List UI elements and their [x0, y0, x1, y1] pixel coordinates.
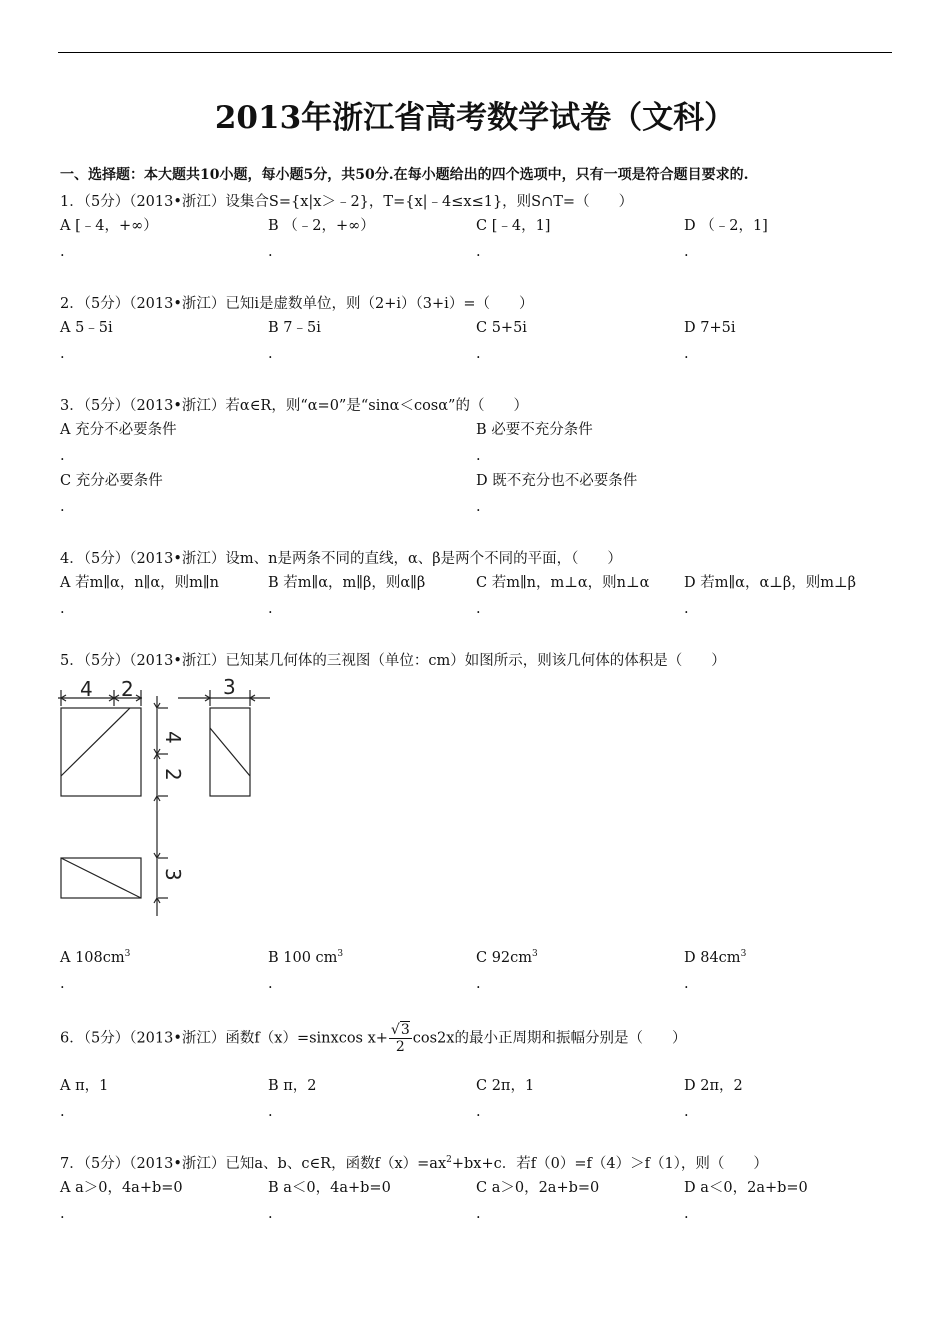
option-b[interactable]: B a＜0，4a+b=0 . [268, 1180, 391, 1222]
dim-label-side-width: 3 [223, 676, 236, 699]
option-a[interactable]: A a＞0，4a+b=0 . [60, 1180, 183, 1222]
front-view-diagonal [61, 708, 130, 776]
question-6-options [60, 1076, 900, 1130]
option-d[interactable]: D 7+5i . [684, 320, 736, 362]
option-c[interactable]: C 5+5i . [476, 320, 527, 362]
question-7-options [60, 1178, 900, 1232]
top-view-diagonal [61, 858, 141, 898]
option-b[interactable]: B 必要不充分条件 . [476, 422, 593, 464]
option-a[interactable]: A $108cm^3$ . [60, 949, 131, 992]
option-d[interactable]: D 2π，2 . [684, 1078, 743, 1120]
dim-label-height-lower: 2 [161, 768, 185, 781]
option-b[interactable]: B 7﹣5i . [268, 320, 321, 362]
option-c[interactable]: C [﹣4，1] . [476, 218, 551, 260]
question-5-stem: 5．（5分）（2013•浙江）已知某几何体的三视图（单位：cm）如图所示，则该几何体的体积是（ ） [60, 653, 726, 669]
question-2-stem: 2．（5分）（2013•浙江）已知i是虚数单位，则（2+i）（3+i）=（ ） [60, 296, 534, 312]
question-2-options [60, 318, 900, 372]
option-d[interactable]: D 若m∥α，α⊥β，则m⊥β . [684, 575, 857, 617]
option-a[interactable]: A [﹣4，+∞） . [60, 218, 158, 260]
front-view-rect [61, 708, 141, 796]
section-heading: 一、选择题：本大题共10小题，每小题5分，共50分.在每小题给出的四个选项中，只有一项是符合题目要求的. [60, 167, 749, 183]
option-d[interactable]: D （﹣2，1] . [684, 218, 768, 260]
side-view-diagonal [210, 728, 250, 776]
option-b[interactable]: B 若m∥α，m∥β，则α∥β . [268, 575, 426, 617]
option-b[interactable]: B π，2 . [268, 1078, 317, 1120]
question-6-stem: 6．（5分）（2013•浙江）函数f（x）=sinxcos x+ $\frac{√3}{2}$ cos2x的最小正周期和振幅分别是（ ） [60, 1022, 687, 1055]
option-a[interactable]: A 充分不必要条件 . [60, 422, 177, 464]
dim-label-front-width: 4 [80, 677, 93, 701]
option-c[interactable]: C $92cm^3$ . [476, 949, 538, 992]
dim-label-front-width-right: 2 [121, 677, 134, 701]
question-1-options [60, 216, 900, 270]
question-3-stem: 3．（5分）（2013•浙江）若α∈R，则“α=0”是“sinα＜cosα”的（ ） [60, 398, 528, 414]
question-5-options [60, 948, 900, 1002]
option-d[interactable]: D 既不充分也不必要条件 . [476, 473, 638, 515]
option-a[interactable]: A 5﹣5i . [60, 320, 113, 362]
option-c[interactable]: C a＞0，2a+b=0 . [476, 1180, 600, 1222]
option-c[interactable]: C 充分必要条件 . [60, 473, 163, 515]
fraction-sqrt3-over-2: $\frac{√3}{2}$ [390, 1022, 410, 1055]
question-1-stem: 1．（5分）（2013•浙江）设集合S={x|x＞﹣2}，T={x|﹣4≤x≤1}，则S∩T=（ ） [60, 194, 634, 210]
option-c[interactable]: C 2π，1 . [476, 1078, 535, 1120]
question-7-stem: 7．（5分）（2013•浙江）已知a、b、c∈R，函数$f(x)=ax^2+bx+c$．若f（0）=f（4）＞f（1），则（ ） [60, 1155, 768, 1172]
question-3-options-row1 [60, 420, 900, 474]
option-b[interactable]: B （﹣2，+∞） . [268, 218, 375, 260]
header-rule [58, 52, 892, 53]
three-view-figure [58, 676, 298, 928]
question-4-options [60, 573, 900, 627]
page-title: 2013年浙江省高考数学试卷（文科） [214, 100, 736, 136]
dim-label-top-depth: 3 [161, 868, 185, 881]
option-d[interactable]: D $84cm^3$ . [684, 949, 747, 992]
question-4-stem: 4．（5分）（2013•浙江）设m、n是两条不同的直线，α、β是两个不同的平面，（ ） [60, 551, 622, 567]
question-3-options-row2 [60, 471, 900, 525]
option-a[interactable]: A π，1 . [60, 1078, 109, 1120]
option-d[interactable]: D a＜0，2a+b=0 . [684, 1180, 808, 1222]
dim-label-height-upper: 4 [161, 731, 185, 744]
option-c[interactable]: C 若m∥n，m⊥α，则n⊥α . [476, 575, 650, 617]
option-b[interactable]: B 100 $cm^3$ . [268, 949, 344, 992]
option-a[interactable]: A 若m∥α，n∥α，则m∥n . [60, 575, 219, 617]
